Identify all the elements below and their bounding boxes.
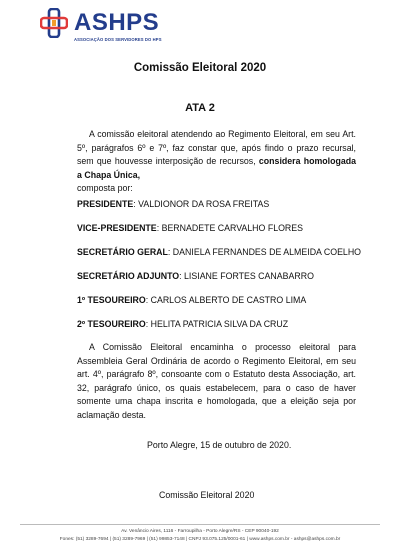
member-name: : VALDIONOR DA ROSA FREITAS [133,199,270,209]
member-role: VICE-PRESIDENTE [77,223,157,233]
footer-divider [20,524,380,525]
signoff: Comissão Eleitoral 2020 [159,490,255,500]
logo-name: ASHPS [74,9,160,36]
member-name: : DANIELA FERNANDES DE ALMEIDA COELHO [167,247,362,257]
footer-contacts: Fones: (51) 3289-7694 | (51) 3289-7969 | (51) 99853-7148 | CNPJ 93.075.125/0001-61 | www.ashps.com.br - ashps@ashps.com.br [59,537,341,542]
member-vice-president [77,223,303,233]
member-secretary-adjunct [77,271,314,281]
intro-line-1: A comissão eleitoral atendendo ao Regimento Eleitoral, em seu Art. 5º, [77,129,356,153]
member-secretary-general [77,247,361,257]
member-name: : BERNADETE CARVALHO FLORES [156,223,304,233]
document-title: Comissão Eleitoral 2020 [133,62,267,74]
document-date: Porto Alegre, 15 de outubro de 2020. [147,440,292,450]
ata-label: ATA 2 [185,102,215,114]
member-treasurer-2 [77,319,288,329]
member-president [77,199,269,209]
member-treasurer-1 [77,295,306,305]
intro-paragraph [77,128,356,196]
footer-address: Av. Venâncio Aires, 1116 - Farroupilha - Porto Alegre/RS - CEP 90040-192 [121,529,279,534]
intro-line-3-bold: considera homologada a Chapa Única, [77,156,357,180]
member-role: SECRETÁRIO ADJUNTO [77,271,180,281]
logo-subtitle: ASSOCIAÇÃO DOS SERVIDORES DO HPS [74,37,162,42]
ashps-logo [40,8,170,48]
intro-line-3-plain: houvesse interposição de recursos, [114,156,259,166]
member-name: : CARLOS ALBERTO DE CASTRO LIMA [145,295,307,305]
closing-paragraph: A Comissão Eleitoral encaminha o processo eleitoral para Assembleia Geral Ordinária de acordo o Regimento Eleitoral, em seu art. 4º, parágrafo 8º, consoante com o Estatuto desta Associação, art. 32, parágrafo único, os quais estabelecem, para o caso de haver somente uma chapa inscrita e homologada, que a eleição seja por aclamação desta. [77,342,356,420]
member-name: : HELITA PATRICIA SILVA DA CRUZ [145,319,289,329]
intro-line-2: parágrafos 6º e 7º, faz constar que, após findo o prazo recursal, sem que [77,142,356,166]
member-role: PRESIDENTE [77,199,134,209]
intro-line-4: composta por: [77,183,133,193]
cross-logo-icon [40,8,68,38]
member-role: 1º TESOUREIRO [77,295,146,305]
member-name: : LISIANE FORTES CANABARRO [179,271,314,281]
member-role: 2º TESOUREIRO [77,319,146,329]
member-role: SECRETÁRIO GERAL [77,247,168,257]
